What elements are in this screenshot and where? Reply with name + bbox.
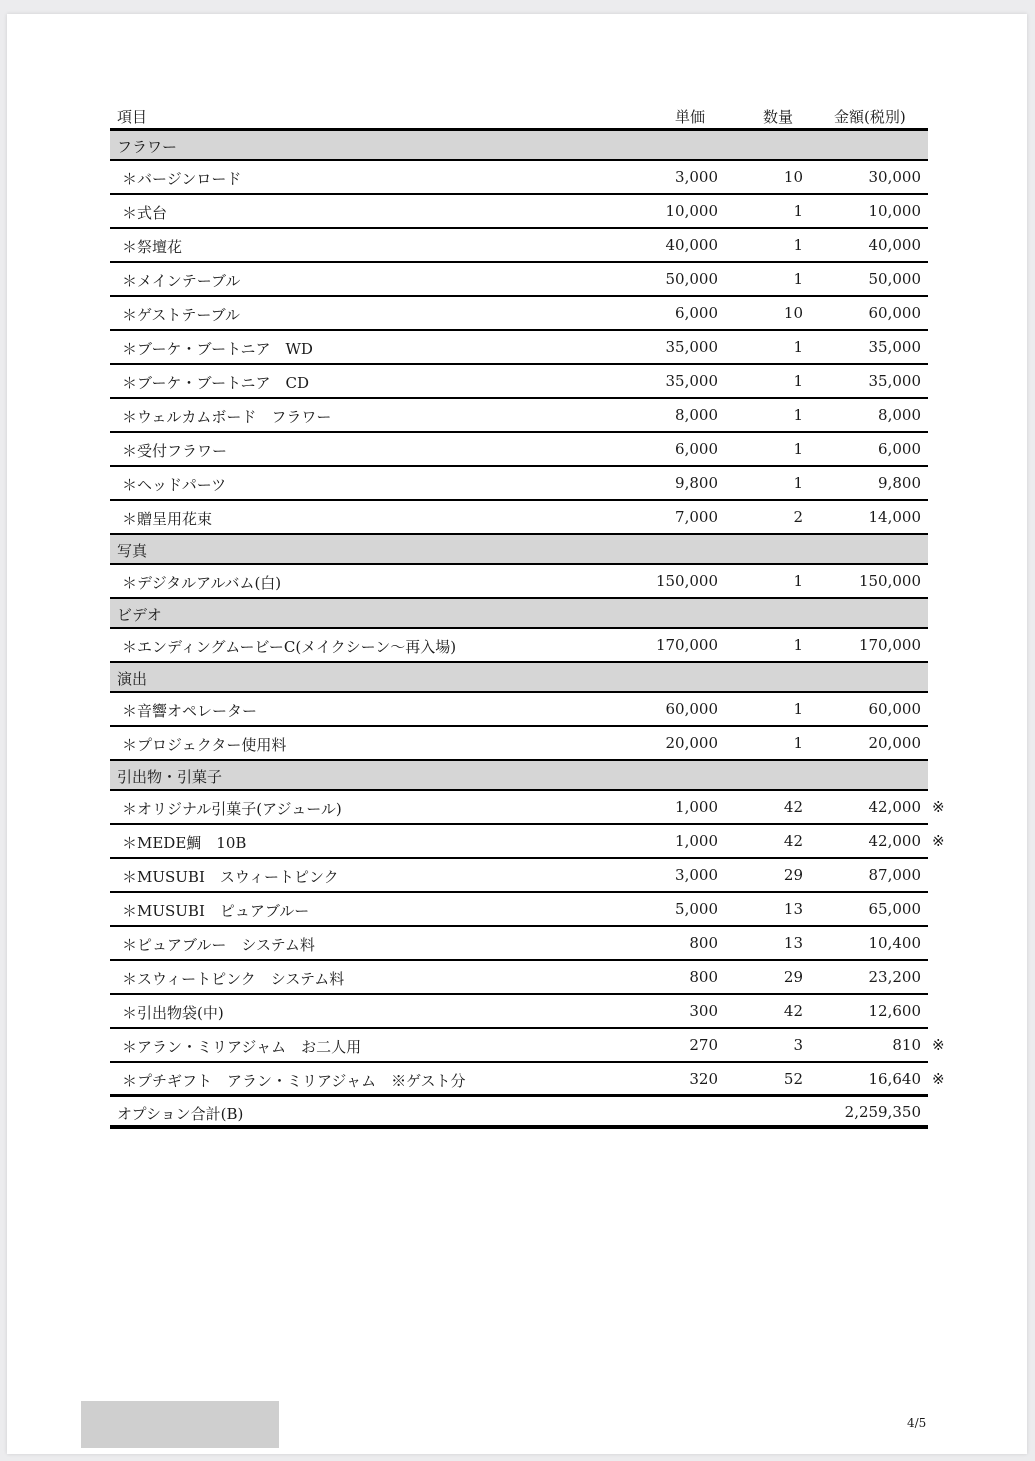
unit-price: 300 (689, 1002, 718, 1020)
amount: 35,000 (868, 338, 921, 356)
quantity: 13 (783, 934, 803, 952)
amount: 150,000 (858, 572, 921, 590)
table-row (110, 995, 928, 1029)
quantity: 42 (783, 832, 803, 850)
table-header (110, 102, 928, 131)
note-mark: ※ (932, 1070, 945, 1088)
amount: 6,000 (878, 440, 921, 458)
header-unit-price: 単価 (675, 108, 706, 126)
unit-price: 270 (689, 1036, 718, 1054)
unit-price: 20,000 (665, 734, 718, 752)
table-row (110, 927, 928, 961)
amount: 810 (892, 1036, 921, 1054)
unit-price: 150,000 (655, 572, 718, 590)
table-row (110, 859, 928, 893)
quantity: 1 (793, 202, 803, 220)
amount: 30,000 (868, 168, 921, 186)
item-name: ＊ピュアブルー システム料 (122, 936, 315, 954)
amount: 10,400 (868, 934, 921, 952)
table-row (110, 399, 928, 433)
item-name: ＊ブーケ・ブートニア CD (122, 374, 310, 392)
table-row (110, 365, 928, 399)
category-title: 引出物・引菓子 (117, 768, 223, 786)
quantity: 13 (783, 900, 803, 918)
item-name: ＊ヘッドパーツ (122, 476, 227, 494)
options-table (110, 102, 945, 1129)
unit-price: 8,000 (675, 406, 718, 424)
unit-price: 800 (689, 934, 718, 952)
quantity: 42 (783, 798, 803, 816)
table-row (110, 727, 928, 761)
item-name: ＊MUSUBI ピュアブルー (122, 902, 310, 920)
quantity: 42 (783, 1002, 803, 1020)
item-name: ＊オリジナル引菓子(アジュール) (122, 800, 342, 818)
unit-price: 1,000 (675, 798, 718, 816)
category-title: ビデオ (117, 606, 162, 624)
table-row (110, 263, 928, 297)
unit-price: 9,800 (675, 474, 718, 492)
quantity: 10 (783, 168, 803, 186)
item-name: ＊引出物袋(中) (122, 1004, 224, 1022)
total-amount: 2,259,350 (844, 1103, 921, 1121)
table-row (110, 297, 928, 331)
quantity: 1 (793, 734, 803, 752)
item-name: ＊メインテーブル (122, 272, 241, 290)
category-header (110, 599, 928, 629)
table-row (110, 893, 928, 927)
unit-price: 6,000 (675, 440, 718, 458)
quantity: 10 (783, 304, 803, 322)
unit-price: 170,000 (655, 636, 718, 654)
category-title: 写真 (117, 542, 148, 560)
quantity: 1 (793, 338, 803, 356)
amount: 42,000 (868, 798, 921, 816)
category-header (110, 663, 928, 693)
item-name: ＊ウェルカムボード フラワー (122, 408, 332, 426)
note-mark: ※ (932, 1036, 945, 1054)
item-name: ＊ゲストテーブル (122, 306, 241, 324)
redacted-block (81, 1401, 279, 1448)
header-quantity: 数量 (763, 108, 794, 126)
unit-price: 40,000 (665, 236, 718, 254)
note-mark: ※ (932, 832, 945, 850)
quantity: 1 (793, 636, 803, 654)
category-header (110, 535, 928, 565)
quantity: 1 (793, 440, 803, 458)
item-name: ＊音響オペレーター (122, 702, 258, 720)
amount: 35,000 (868, 372, 921, 390)
unit-price: 35,000 (665, 372, 718, 390)
total-row (110, 1097, 928, 1129)
table-row (110, 1063, 945, 1097)
item-name: ＊デジタルアルバム(白) (122, 574, 282, 592)
table-row (110, 195, 928, 229)
page-number: 4/5 (907, 1416, 927, 1430)
table-row (110, 693, 928, 727)
quantity: 52 (783, 1070, 803, 1088)
quantity: 1 (793, 270, 803, 288)
amount: 65,000 (868, 900, 921, 918)
item-name: ＊バージンロード (122, 170, 242, 188)
table-row (110, 825, 945, 859)
unit-price: 35,000 (665, 338, 718, 356)
amount: 20,000 (868, 734, 921, 752)
table-row (110, 791, 945, 825)
table-row (110, 961, 928, 995)
amount: 8,000 (878, 406, 921, 424)
item-name: ＊贈呈用花束 (122, 510, 213, 528)
amount: 170,000 (858, 636, 921, 654)
unit-price: 800 (689, 968, 718, 986)
unit-price: 7,000 (675, 508, 718, 526)
quantity: 2 (793, 508, 803, 526)
amount: 60,000 (868, 304, 921, 322)
category-title: 演出 (117, 670, 148, 688)
header-amount: 金額(税別) (834, 108, 906, 126)
quantity: 1 (793, 474, 803, 492)
item-name: ＊プロジェクター使用料 (122, 736, 287, 754)
table-row (110, 161, 928, 195)
item-name: ＊スウィートピンク システム料 (122, 970, 345, 988)
quantity: 1 (793, 700, 803, 718)
quantity: 1 (793, 236, 803, 254)
quantity: 1 (793, 572, 803, 590)
unit-price: 50,000 (665, 270, 718, 288)
quantity: 29 (783, 866, 803, 884)
item-name: ＊プチギフト アラン・ミリアジャム ※ゲスト分 (122, 1072, 466, 1090)
table-row (110, 433, 928, 467)
amount: 9,800 (878, 474, 921, 492)
category-header (110, 131, 928, 161)
document-page (7, 14, 1027, 1454)
table-row (110, 229, 928, 263)
amount: 12,600 (868, 1002, 921, 1020)
category-header (110, 761, 928, 791)
amount: 87,000 (868, 866, 921, 884)
item-name: ＊エンディングムービーC(メイクシーン〜再入場) (122, 638, 457, 656)
quantity: 1 (793, 406, 803, 424)
amount: 16,640 (868, 1070, 921, 1088)
item-name: ＊ブーケ・ブートニア WD (122, 340, 313, 358)
table-row (110, 1029, 945, 1063)
header-item: 項目 (117, 108, 148, 126)
item-name: ＊受付フラワー (122, 442, 228, 460)
unit-price: 3,000 (675, 866, 718, 884)
table-row (110, 331, 928, 365)
table-row (110, 629, 928, 663)
unit-price: 1,000 (675, 832, 718, 850)
unit-price: 60,000 (665, 700, 718, 718)
quantity: 29 (783, 968, 803, 986)
item-name: ＊MEDE鯛 10B (122, 834, 247, 852)
unit-price: 3,000 (675, 168, 718, 186)
item-name: ＊式台 (122, 204, 168, 222)
item-name: ＊祭壇花 (122, 238, 183, 256)
amount: 60,000 (868, 700, 921, 718)
amount: 23,200 (868, 968, 921, 986)
category-title: フラワー (117, 138, 178, 156)
table-body (110, 131, 945, 1097)
unit-price: 5,000 (675, 900, 718, 918)
amount: 42,000 (868, 832, 921, 850)
quantity: 1 (793, 372, 803, 390)
amount: 14,000 (868, 508, 921, 526)
table-row (110, 501, 928, 535)
quantity: 3 (793, 1036, 803, 1054)
table-row (110, 467, 928, 501)
item-name: ＊アラン・ミリアジャム お二人用 (122, 1038, 362, 1056)
amount: 50,000 (868, 270, 921, 288)
unit-price: 6,000 (675, 304, 718, 322)
unit-price: 10,000 (665, 202, 718, 220)
item-name: ＊MUSUBI スウィートピンク (122, 868, 339, 886)
table-row (110, 565, 928, 599)
unit-price: 320 (689, 1070, 718, 1088)
amount: 10,000 (868, 202, 921, 220)
amount: 40,000 (868, 236, 921, 254)
note-mark: ※ (932, 798, 945, 816)
total-label: オプション合計(B) (117, 1105, 244, 1123)
